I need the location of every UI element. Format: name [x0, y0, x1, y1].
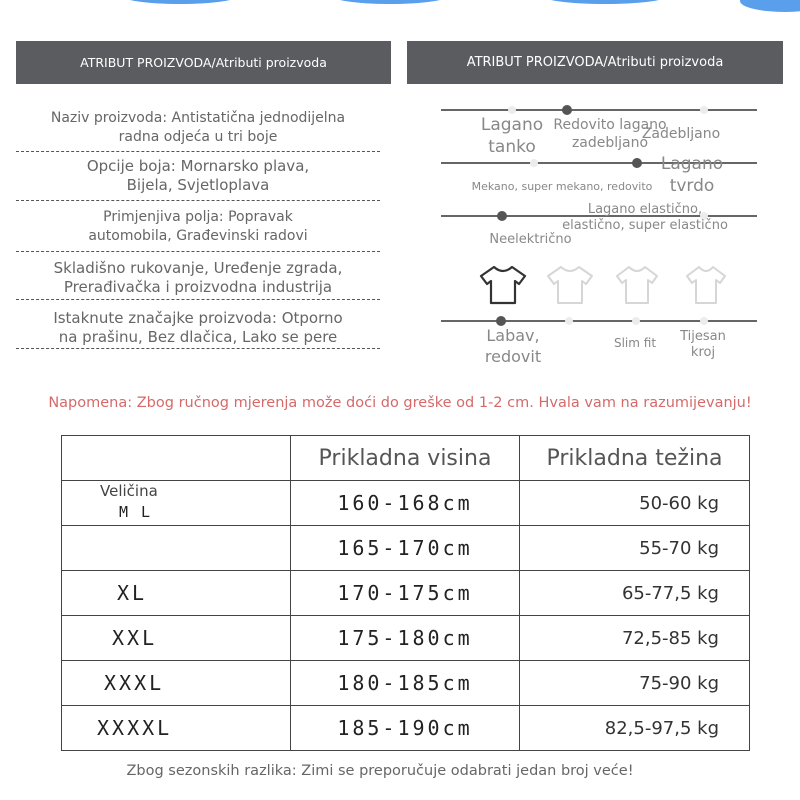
- shirt-regular-icon: [545, 264, 595, 306]
- thickness-label-thick: Zadebljano: [641, 126, 721, 142]
- size-cell: XXL: [62, 616, 291, 661]
- attribute-product-name: Naziv proizvoda: Antistatična jednodijelna radna odjeća u tri boje: [50, 110, 346, 145]
- scale-dot: [565, 317, 573, 325]
- elasticity-selected-dot: [497, 211, 507, 221]
- scale-dot: [700, 106, 708, 114]
- fit-label-loose: Labav, redovit: [484, 326, 542, 366]
- table-row: [62, 481, 750, 526]
- weight-cell: 55-70 kg: [520, 526, 750, 571]
- weight-cell: 72,5-85 kg: [520, 616, 750, 661]
- scale-dot: [700, 317, 708, 325]
- seasonal-note: Zbog sezonskih razlika: Zimi se preporučuje odabrati jedan broj veće!: [126, 763, 634, 779]
- size-cell: [62, 481, 291, 526]
- thickness-label-regular: Redovito lagano zadebljano: [553, 117, 667, 151]
- height-cell: 165-170cm: [291, 526, 520, 571]
- hardness-label-soft: Mekano, super mekano, redovito: [471, 180, 653, 193]
- size-cell: XXXL: [62, 661, 291, 706]
- height-cell: 180-185cm: [291, 661, 520, 706]
- height-cell: 175-180cm: [291, 616, 520, 661]
- attribute-colors: Opcije boja: Mornarsko plava, Bijela, Svjetloplava: [86, 157, 310, 194]
- size-cell: [62, 526, 291, 571]
- divider: [16, 348, 380, 349]
- table-header-row: [62, 436, 750, 481]
- fit-scale-line: [441, 320, 757, 322]
- attribute-industries: Skladišno rukovanje, Uređenje zgrada, Prerađivačka i proizvodna industrija: [53, 259, 343, 296]
- measurement-note: Napomena: Zbog ručnog mjerenja može doći do greške od 1-2 cm. Hvala vam na razumijevanju!: [48, 395, 752, 411]
- scale-dot: [530, 159, 538, 167]
- height-cell: 170-175cm: [291, 571, 520, 616]
- attribute-fields: Primjenjiva polja: Popravak automobila, Građevinski radovi: [88, 209, 308, 244]
- elasticity-label-none: Neelektrično: [489, 232, 572, 247]
- shirt-loose-icon: [478, 264, 528, 306]
- fit-label-tight: Tijesan kroj: [680, 329, 726, 360]
- header-cell-empty: [62, 436, 291, 481]
- top-decoration: [120, 0, 240, 4]
- table-row: [62, 706, 750, 751]
- header-cell-height: Prikladna visina: [291, 436, 520, 481]
- top-decoration: [740, 0, 800, 12]
- attribute-features: Istaknute značajke proizvoda: Otporno na prašinu, Bez dlačica, Lako se pere: [53, 309, 343, 346]
- divider: [16, 200, 380, 201]
- weight-cell: 82,5-97,5 kg: [520, 706, 750, 751]
- header-cell-weight: Prikladna težina: [520, 436, 750, 481]
- table-row: [62, 571, 750, 616]
- thickness-selected-dot: [562, 105, 572, 115]
- top-decoration: [540, 0, 670, 4]
- scale-dot: [632, 317, 640, 325]
- table-row: [62, 616, 750, 661]
- shirt-slim-icon: [612, 264, 662, 306]
- thickness-scale-line: [441, 109, 757, 111]
- divider: [16, 251, 380, 252]
- fit-label-slim: Slim fit: [613, 336, 657, 350]
- height-cell: 185-190cm: [291, 706, 520, 751]
- weight-cell: 50-60 kg: [520, 481, 750, 526]
- hardness-selected-dot: [632, 158, 642, 168]
- size-label: M L: [119, 503, 153, 521]
- elasticity-label-elastic: Lagano elastično, elastično, super elastično: [562, 202, 728, 233]
- shirt-tight-icon: [681, 264, 731, 306]
- thickness-label-thin: Lagano tanko: [480, 115, 544, 157]
- size-cell: XXXXL: [62, 706, 291, 751]
- top-decoration: [330, 0, 450, 4]
- weight-cell: 75-90 kg: [520, 661, 750, 706]
- table-row: [62, 526, 750, 571]
- size-caption: Veličina: [100, 482, 158, 500]
- left-attribute-header: ATRIBUT PROIZVODA/Atributi proizvoda: [16, 41, 391, 84]
- divider: [16, 299, 380, 300]
- right-attribute-header: ATRIBUT PROIZVODA/Atributi proizvoda: [407, 41, 783, 84]
- table-row: [62, 661, 750, 706]
- size-table: [61, 435, 750, 751]
- hardness-label-hard: Lagano tvrdo: [660, 154, 724, 196]
- size-cell: XL: [62, 571, 291, 616]
- scale-dot: [508, 106, 516, 114]
- divider: [16, 151, 380, 152]
- weight-cell: 65-77,5 kg: [520, 571, 750, 616]
- height-cell: 160-168cm: [291, 481, 520, 526]
